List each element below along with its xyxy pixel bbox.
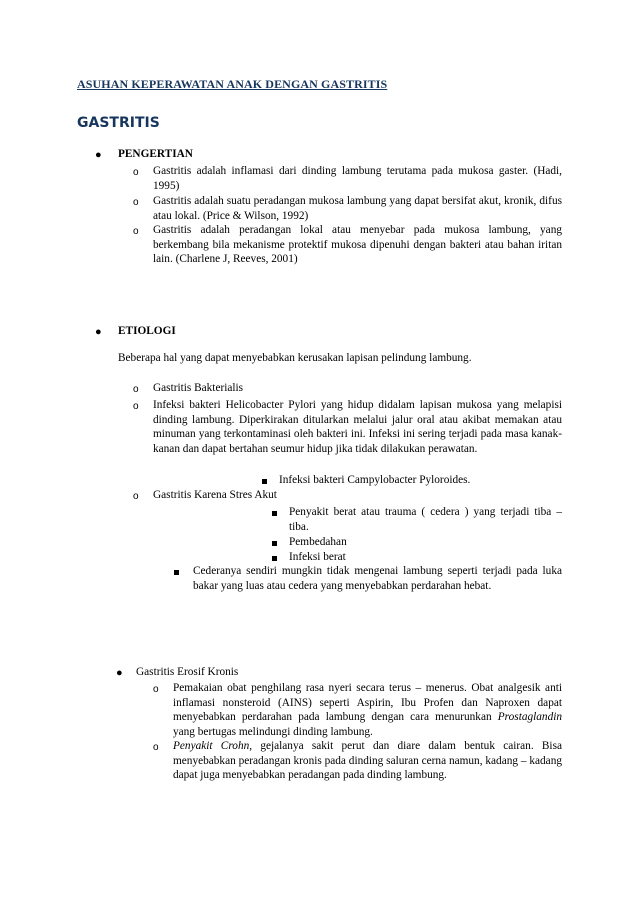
- circle-bullet-icon: o: [153, 684, 159, 695]
- bullet-dot-icon: ●: [116, 667, 123, 679]
- etiologi-item-2: Infeksi bakteri Helicobacter Pylori yang hidup didalam lapisan mukosa yang melapisi dinding lambung. Diperkirakan ditularkan melalui jalur oral atau akibat memakan atau minuman yang terkontaminasi oleh bakteri ini. Infeksi ini sering terjadi pada masa kanak-kanan dan dapat bertahan seumur hidup jika tidak dilakukan perawatan.: [153, 399, 562, 455]
- etiologi-item-3-note: Cederanya sendiri mungkin tidak mengenai lambung seperti terjadi pada luka bakar yang luas atau cedera yang menyebabkan perdarahan hebat.: [193, 565, 562, 592]
- etiologi-item-3-sub-3: Infeksi berat: [289, 551, 346, 563]
- square-bullet-icon: [262, 479, 267, 484]
- erosif-label: Gastritis Erosif Kronis: [136, 666, 239, 678]
- erosif-item-2: [173, 739, 562, 783]
- etiologi-item-3-sub-2: Pembedahan: [289, 536, 347, 548]
- etiologi-item-3-sub-1: Penyakit berat atau trauma ( cedera ) yang terjadi tiba – tiba.: [289, 506, 562, 533]
- etiologi-label: ETIOLOGI: [118, 325, 176, 337]
- pengertian-item-2: Gastritis adalah suatu peradangan mukosa lambung yang dapat bersifat akut, kronik, difus atau lokal. (Price & Wilson, 1992): [153, 195, 562, 222]
- etiologi-intro: Beberapa hal yang dapat menyebabkan kerusakan lapisan pelindung lambung.: [118, 352, 472, 364]
- erosif-item-2-emphasis: Penyakit Crohn,: [173, 740, 253, 752]
- circle-bullet-icon: o: [133, 384, 139, 395]
- section-heading: GASTRITIS: [77, 115, 160, 131]
- circle-bullet-icon: o: [133, 491, 139, 502]
- erosif-item-2-text: gejalanya sakit perut dan diare dalam bentuk cairan. Bisa menyebabkan peradangan kronis pada dinding saluran cerna namun, kadang – kadang dapat juga menyebabkan peradangan pada dinding lambung.: [173, 740, 562, 782]
- circle-bullet-icon: o: [153, 742, 159, 753]
- document-title: ASUHAN KEPERAWATAN ANAK DENGAN GASTRITIS: [77, 77, 388, 91]
- circle-bullet-icon: o: [133, 401, 139, 412]
- erosif-item-1-emphasis: Prostaglandin: [497, 711, 563, 724]
- erosif-item-1-tail: yang bertugas melindungi dinding lambung.: [173, 725, 373, 738]
- pengertian-item-3: Gastritis adalah peradangan lokal atau menyebar pada mukosa lambung, yang berkembang bila mekanisme protektif mukosa dipenuhi dengan bakteri atau bahan iritan lain. (Charlene J, Reeves, 2001): [153, 224, 562, 266]
- circle-bullet-icon: o: [133, 197, 139, 208]
- square-bullet-icon: [272, 556, 277, 561]
- square-bullet-icon: [272, 541, 277, 546]
- bullet-dot-icon: ●: [95, 149, 102, 161]
- etiologi-item-1: Gastritis Bakterialis: [153, 382, 244, 394]
- pengertian-label: PENGERTIAN: [118, 148, 193, 160]
- erosif-item-1: [173, 681, 562, 739]
- bullet-dot-icon: ●: [95, 326, 102, 338]
- circle-bullet-icon: o: [133, 167, 139, 178]
- circle-bullet-icon: o: [133, 226, 139, 237]
- etiologi-item-2-sub: Infeksi bakteri Campylobacter Pyloroides.: [279, 474, 471, 486]
- erosif-item-1-text: Pemakaian obat penghilang rasa nyeri secara terus – menerus. Obat analgesik anti inflamasi nonsteroid (AINS) seperti Aspirin, Ibu Profen dan Naproxen dapat menyebabkan perdarahan pada lambung dengan cara menurunkan: [173, 682, 562, 724]
- square-bullet-icon: [174, 570, 179, 575]
- square-bullet-icon: [272, 511, 277, 516]
- etiologi-item-3: Gastritis Karena Stres Akut: [153, 489, 277, 501]
- pengertian-item-1: Gastritis adalah inflamasi dari dinding lambung terutama pada mukosa gaster. (Hadi, 1995): [153, 165, 562, 192]
